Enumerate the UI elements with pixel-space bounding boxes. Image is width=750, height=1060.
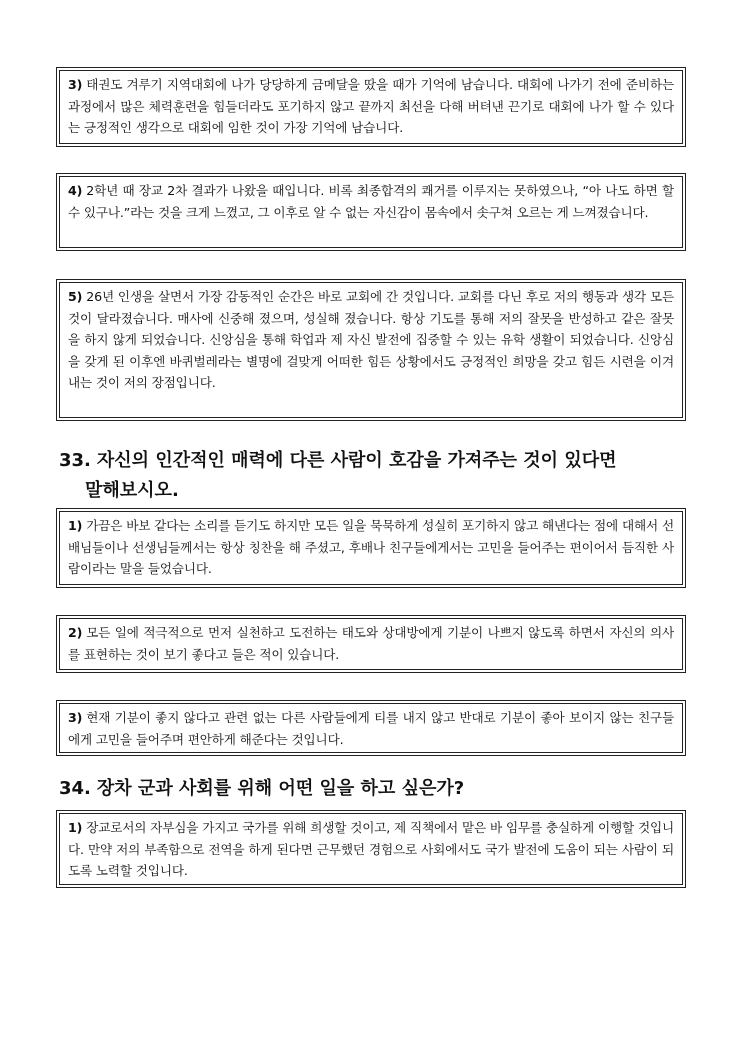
answer-text	[68, 180, 674, 223]
answer-body: 26년 인생을 살면서 가장 감동적인 순간은 바로 교회에 간 것입니다. 교회를 다닌 후로 저의 행동과 생각 모든 것이 달라졌습니다. 매사에 신중해 졌으며, 성실해 졌습니다. 항상 기도를 통해 저의 잘못을 반성하고 같은 잘못을 하지 않게 되었습니다. 신앙심을 통해 학업과 제 자신 발전에 집중할 수 있는 유학 생활이 되었습니다. 신앙심을 갖게 된 이후엔 바퀴벌레라는 별명에 걸맞게 어떠한 힘든 상황에서도 긍정적인 희망을 갖고 힘든 시련을 이겨내는 것이 저의 장점입니다.	[68, 289, 674, 390]
answer-box-5	[59, 282, 683, 418]
answer-number: 2)	[68, 625, 83, 640]
answer-number: 1)	[68, 518, 83, 533]
question-33-heading	[59, 446, 689, 506]
answer-text	[68, 515, 674, 580]
answer-body: 2학년 때 장교 2차 결과가 나왔을 때입니다. 비록 최종합격의 쾌거를 이루지는 못하였으나, “아 나도 하면 할 수 있구나.”라는 것을 크게 느꼈고, 그 이후로 알 수 없는 자신감이 몸속에서 솟구쳐 오르는 게 느껴졌습니다.	[68, 183, 674, 220]
question-line-1: 자신의 인간적인 매력에 다른 사람이 호감을 가져주는 것이 있다면	[96, 450, 617, 471]
answer-text	[68, 622, 674, 665]
answer-body: 장교로서의 자부심을 가지고 국가를 위해 희생할 것이고, 제 직책에서 맡은 바 임무를 충실하게 이행할 것입니다. 만약 저의 부족함으로 전역을 하게 된다면 근무했던 경험으로 사회에서도 국가 발전에 도움이 되는 사람이 되도록 노력할 것입니다.	[68, 820, 674, 878]
answer-number: 5)	[68, 289, 83, 304]
question-line-1: 장차 군과 사회를 위해 어떤 일을 하고 싶은가?	[96, 778, 465, 799]
answer-text	[68, 286, 674, 394]
question-line-2: 말해보시오.	[85, 480, 179, 501]
answer-number: 3)	[68, 77, 83, 92]
question-number: 33.	[59, 450, 91, 471]
answer-number: 4)	[68, 183, 83, 198]
question-34-heading	[59, 774, 689, 804]
answer-number: 3)	[68, 710, 83, 725]
answer-box-3	[59, 70, 683, 144]
answer-number: 1)	[68, 820, 83, 835]
answer-body: 태권도 겨루기 지역대회에 나가 당당하게 금메달을 땄을 때가 기억에 남습니다. 대회에 나가기 전에 준비하는 과정에서 많은 체력훈련을 힘들더라도 포기하지 않고 끝까지 최선을 다해 버텨낸 끈기로 대회에 나가 할 수 있다는 긍정적인 생각으로 대회에 임한 것이 가장 기억에 남습니다.	[68, 77, 674, 135]
answer-text	[68, 817, 674, 882]
answer-body: 현재 기분이 좋지 않다고 관련 없는 다른 사람들에게 티를 내지 않고 반대로 기분이 좋아 보이지 않는 친구들에게 고민을 들어주며 편안하게 해준다는 것입니다.	[68, 710, 674, 747]
answer-box-4	[59, 176, 683, 248]
q34-answer-box-1	[59, 813, 683, 885]
answer-text	[68, 707, 674, 750]
answer-body: 가끔은 바보 같다는 소리를 듣기도 하지만 모든 일을 묵묵하게 성실히 포기하지 않고 해낸다는 점에 대해서 선배님들이나 선생님들께서는 항상 칭찬을 해 주셨고, 후배나 친구들에게서는 고민을 들어주는 편이어서 듬직한 사람이라는 말을 들었습니다.	[68, 518, 674, 576]
answer-text	[68, 74, 674, 139]
q33-answer-box-1	[59, 511, 683, 585]
question-number: 34.	[59, 778, 91, 799]
answer-body: 모든 일에 적극적으로 먼저 실천하고 도전하는 태도와 상대방에게 기분이 나쁘지 않도록 하면서 자신의 의사를 표현하는 것이 보기 좋다고 들은 적이 있습니다.	[68, 625, 674, 662]
q33-answer-box-3	[59, 703, 683, 753]
q33-answer-box-2	[59, 618, 683, 670]
